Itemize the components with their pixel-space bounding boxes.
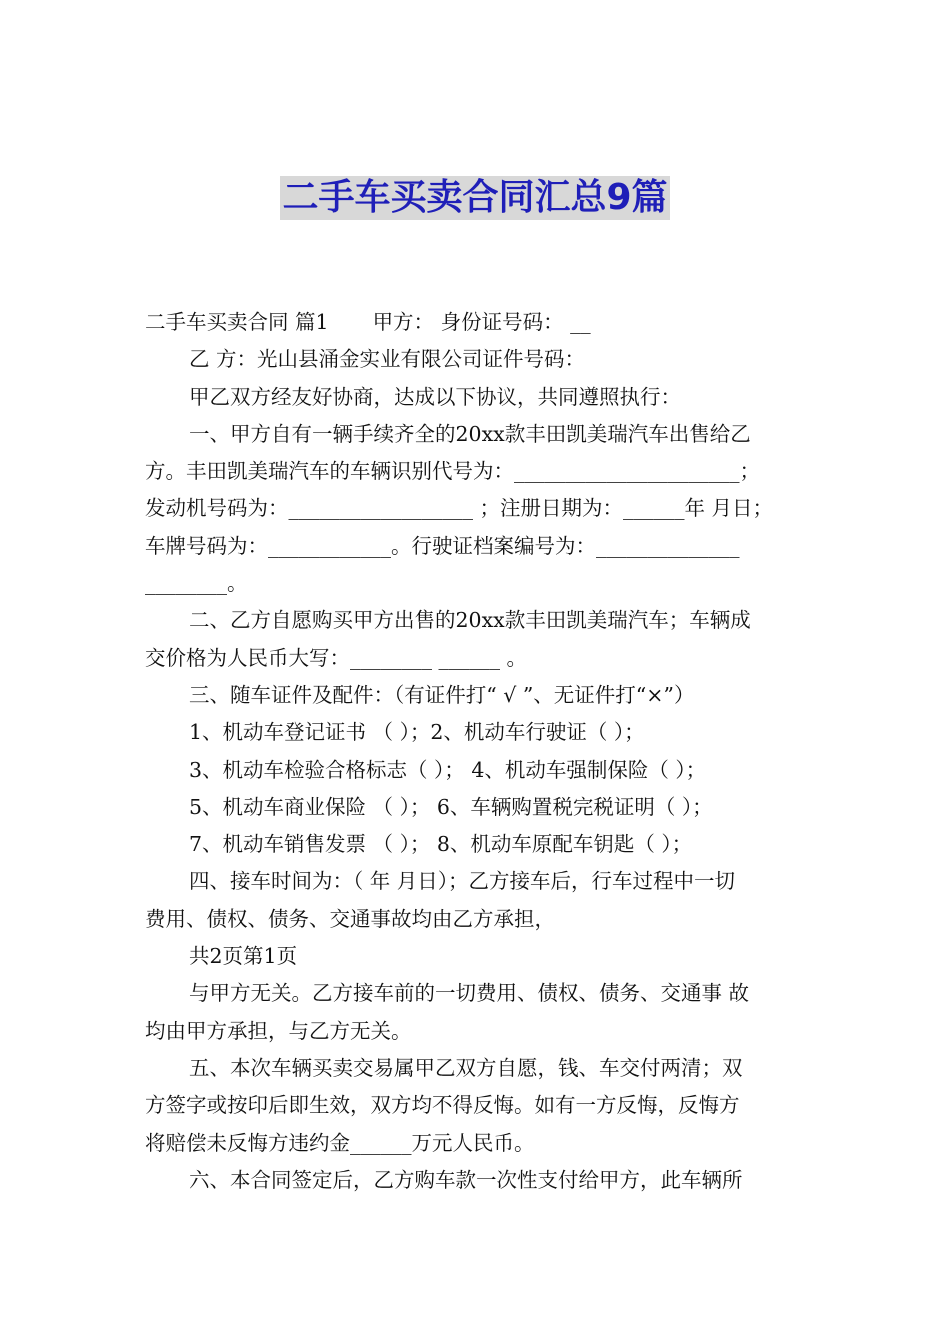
text-line: 1、机动车登记证书 （ ）；2、机动车行驶证（ ）； [189, 720, 645, 745]
page-counter: 共2页第1页 [189, 944, 298, 969]
text-line: ________。 [145, 571, 248, 596]
text-line: 发动机号码为：__________________ ；注册日期为：______年 月日； [145, 496, 774, 521]
party-a-line: 甲方： 身份证号码： __ [372, 310, 591, 334]
text-line [145, 304, 817, 341]
text-line: 车牌号码为：____________。行驶证档案编号为：______________ [145, 533, 740, 558]
document-body [145, 304, 817, 1199]
text-line: 五、本次车辆买卖交易属甲乙双方自愿，钱、车交付两清；双 [189, 1055, 743, 1080]
text-line: 方。丰田凯美瑞汽车的车辆识别代号为：______________________； [145, 459, 760, 484]
text-line: 将赔偿未反悔方违约金______万元人民币。 [145, 1130, 535, 1155]
text-line: 与甲方无关。乙方接车前的一切费用、债权、债务、交通事 故 [189, 981, 750, 1006]
text-line: 方签字或按印后即生效，双方均不得反悔。如有一方反悔，反悔方 [145, 1093, 740, 1118]
text-line: 四、接车时间为：（ 年 月日）；乙方接车后，行车过程中一切 [189, 869, 736, 894]
text-line: 交价格为人民币大写：________ ______ 。 [145, 645, 528, 670]
document-title: 二手车买卖合同汇总9篇 [282, 177, 668, 218]
text-line: 二、乙方自愿购买甲方出售的20xx款丰田凯美瑞汽车；车辆成 [189, 608, 751, 633]
text-line: 费用、债权、债务、交通事故均由乙方承担， [145, 906, 555, 931]
text-line: 六、本合同签定后，乙方购车款一次性支付给甲方，此车辆所 [189, 1167, 743, 1192]
text-line: 3、机动车检验合格标志（ ）； 4、机动车强制保险（ ）； [189, 757, 707, 782]
text-line: 5、机动车商业保险 （ ）； 6、车辆购置税完税证明（ ）； [189, 794, 713, 819]
text-line: 三、随车证件及配件：（有证件打“ √ ”、无证件打“×”） [189, 682, 695, 707]
title-container [0, 176, 950, 220]
text-line: 甲乙双方经友好协商，达成以下协议，共同遵照执行： [189, 384, 681, 409]
text-line: 7、机动车销售发票 （ ）； 8、机动车原配车钥匙（ ）； [189, 832, 693, 857]
text-line: 一、甲方自有一辆手续齐全的20xx款丰田凯美瑞汽车出售给乙 [189, 421, 751, 446]
contract-heading: 二手车买卖合同 篇1 [145, 310, 329, 334]
text-line: 乙 方：光山县涌金实业有限公司证件号码： [189, 347, 586, 372]
text-line: 均由甲方承担，与乙方无关。 [145, 1018, 412, 1043]
